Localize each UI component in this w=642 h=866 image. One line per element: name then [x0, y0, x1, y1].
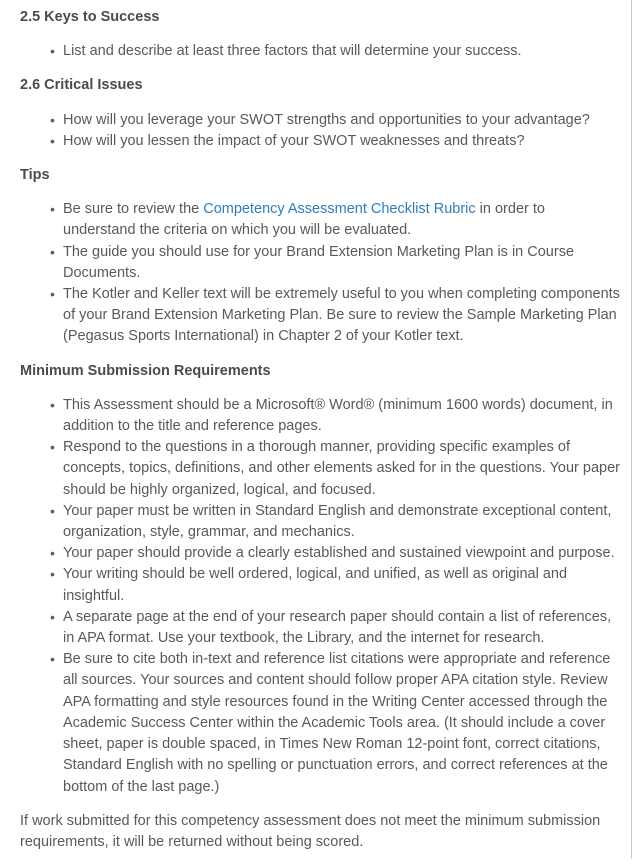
- tips-item-text-pre: Be sure to review the: [63, 201, 204, 218]
- keys-to-success-list: [20, 41, 620, 62]
- tips-item-text-post: in order to understand the criteria on which you will be evaluated.: [63, 201, 545, 239]
- heading-keys-to-success: 2.5 Keys to Success: [20, 9, 160, 25]
- heading-minimum-submission-requirements: Minimum Submission Requirements: [20, 362, 271, 379]
- list-item: • A separate page at the end of your research paper should contain a list of references, in APA format. Use your textbook, the Library, and the internet for research.: [63, 607, 620, 649]
- content-right-border: [631, 0, 632, 859]
- list-item: • List and describe at least three factors that will determine your success.: [63, 41, 620, 62]
- list-item: • The guide you should use for your Brand Extension Marketing Plan is in Course Documents.: [63, 242, 620, 284]
- heading-critical-issues: 2.6 Critical Issues: [20, 77, 143, 94]
- minimum-submission-requirements-list: [20, 395, 620, 798]
- list-item: • Respond to the questions in a thorough manner, providing specific examples of concepts, topics, definitions, and other elements asked for in the questions. Your paper should be highly organized, logical, and focused.: [63, 437, 620, 501]
- critical-issues-list: [20, 110, 620, 152]
- list-item: • The Kotler and Keller text will be extremely useful to you when completing components of your Brand Extension Marketing Plan. Be sure to review the Sample Marketing Plan (Pegasus Sports International) in Chapter 2 of your Kotler text.: [63, 284, 620, 348]
- list-item: [63, 199, 620, 241]
- list-item: • Your paper should provide a clearly established and sustained viewpoint and purpose.: [63, 543, 620, 564]
- list-item: • How will you lessen the impact of your SWOT weaknesses and threats?: [63, 131, 620, 152]
- tips-list: [20, 199, 620, 347]
- list-item: • Be sure to cite both in-text and reference list citations were appropriate and reference all sources. Your sources and content should follow proper APA citation style. Review APA formatting and style resources found in the Writing Center accessed through the Academic Success Center within the Academic Tools area. (It should include a cover sheet, paper is double spaced, in Times New Roman 12-point font, correct citations, Standard English with no spelling or punctuation errors, and correct references at the bottom of the last page.): [63, 649, 620, 797]
- heading-tips: Tips: [20, 167, 50, 184]
- footer-note: If work submitted for this competency assessment does not meet the minimum submission requirements, it will be returned without being scored.: [20, 812, 601, 850]
- list-item: • Your paper must be written in Standard English and demonstrate exceptional content, organization, style, grammar, and mechanics.: [63, 501, 620, 543]
- list-item: • Your writing should be well ordered, logical, and unified, as well as original and insightful.: [63, 564, 620, 606]
- list-item: • This Assessment should be a Microsoft® Word® (minimum 1600 words) document, in addition to the title and reference pages.: [63, 395, 620, 437]
- rubric-link[interactable]: Competency Assessment Checklist Rubric: [203, 201, 476, 218]
- list-item: • How will you leverage your SWOT strengths and opportunities to your advantage?: [63, 110, 620, 131]
